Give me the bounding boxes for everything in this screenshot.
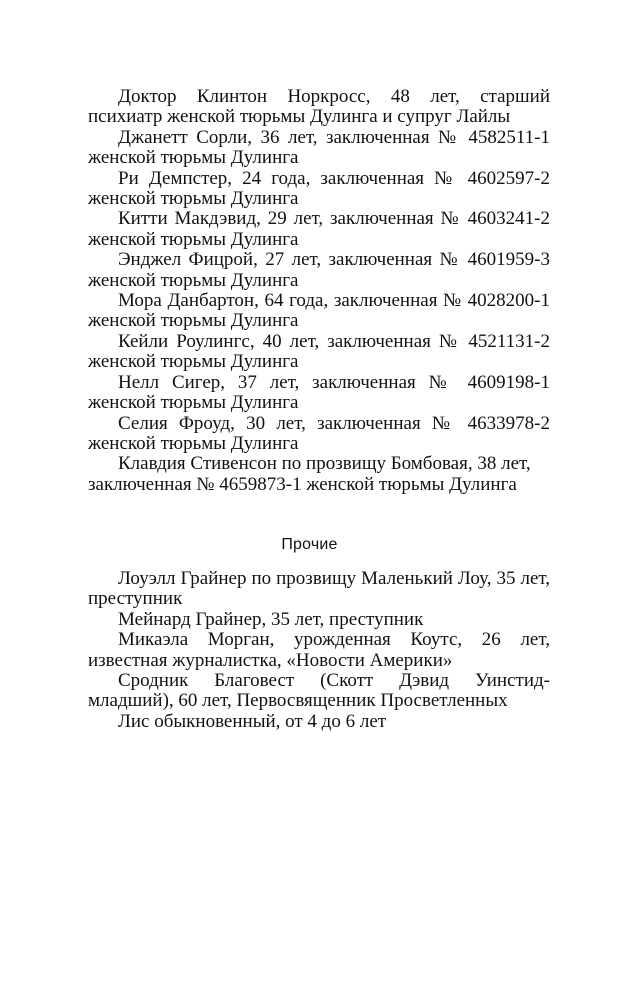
character-entry-norcross: Доктор Клинтон Норкросс, 48 лет, старший психиатр женской тюрьмы Дулинга и супруг Лайлы <box>88 86 550 128</box>
character-entry-stephenson: Клавдия Стивенсон по прозвищу Бомбовая, 38 лет, заключенная № 4659873-1 женской тюрьмы Дулинга <box>88 453 531 495</box>
character-entry-blagovest: Сродник Благовест (Скотт Дэвид Уинстид-младший), 60 лет, Первосвященник Просветленных <box>88 670 550 712</box>
character-entry-sorley: Джанетт Сорли, 36 лет, заключенная № 4582511-1 женской тюрьмы Дулинга <box>88 126 550 169</box>
character-entry-fitzroy: Энджел Фицрой, 27 лет, заключенная № 4601959-3 женской тюрьмы Дулинга <box>88 249 550 291</box>
character-entry-dunbarton: Мора Данбартон, 64 года, заключенная № 4028200-1 женской тюрьмы Дулинга <box>88 290 550 332</box>
character-list-others <box>88 569 550 732</box>
character-entry-morgan: Микаэла Морган, урожденная Коутс, 26 лет, известная журналистка, «Новости Америки» <box>88 629 550 671</box>
character-entry-mcdavid: Китти Макдэвид, 29 лет, заключенная № 4603241-2 женской тюрьмы Дулинга <box>88 208 550 250</box>
character-entry-fox: Лис обыкновенный, от 4 до 6 лет <box>118 710 387 732</box>
character-list-main <box>88 87 550 495</box>
section-heading-others: Прочие <box>281 536 338 553</box>
character-entry-froude: Селия Фроуд, 30 лет, заключенная № 4633978-2 женской тюрьмы Дулинга <box>88 412 550 454</box>
character-entry-maynard-griner: Мейнард Грайнер, 35 лет, преступник <box>118 608 424 630</box>
character-entry-seeger: Нелл Сигер, 37 лет, заключенная № 4609198-1 женской тюрьмы Дулинга <box>88 371 550 414</box>
character-entry-lowell-griner: Лоуэлл Грайнер по прозвищу Маленький Лоу, 35 лет, преступник <box>88 568 550 610</box>
character-entry-dempster: Ри Демпстер, 24 года, заключенная № 4602597-2 женской тюрьмы Дулинга <box>88 167 550 210</box>
character-entry-rawlings: Кейли Роулингс, 40 лет, заключенная № 4521131-2 женской тюрьмы Дулинга <box>88 330 550 373</box>
